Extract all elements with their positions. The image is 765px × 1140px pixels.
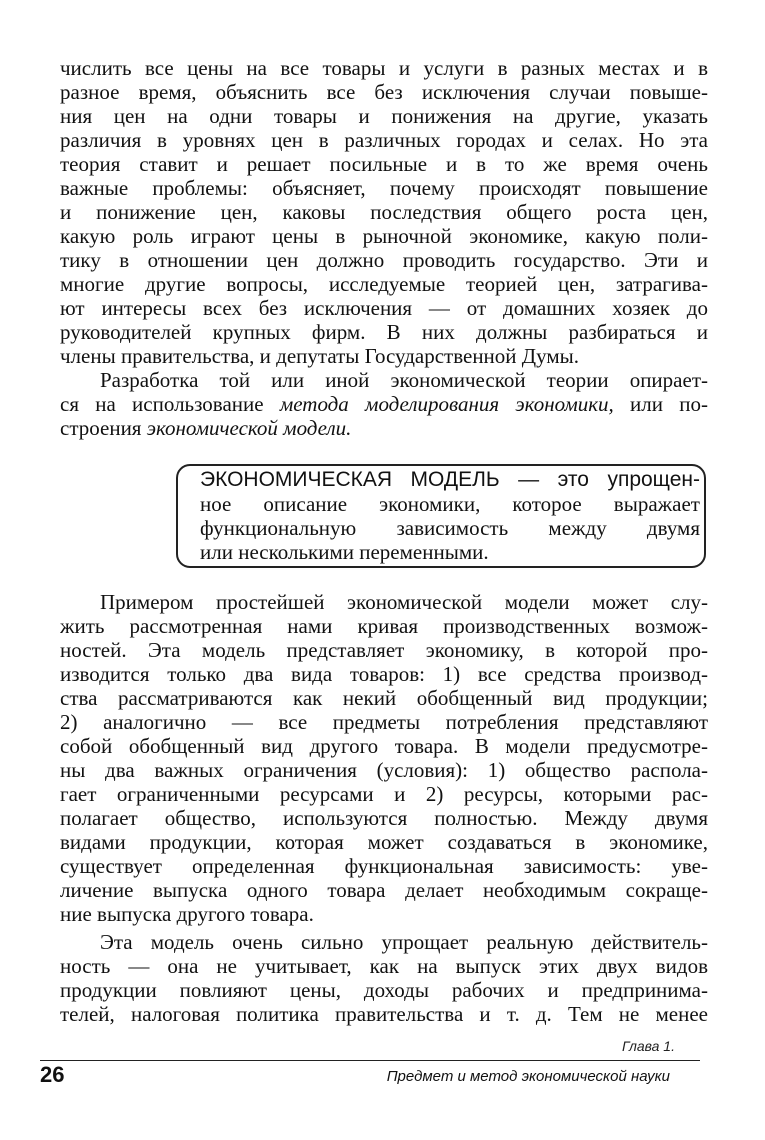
text-line: разное время, объяснить все без исключения случаи повыше- bbox=[60, 80, 708, 104]
definition-line: ЭКОНОМИЧЕСКАЯ МОДЕЛЬ — это упрощен- bbox=[200, 468, 700, 491]
body-text-bottom bbox=[60, 590, 708, 1026]
text-span: или по- bbox=[613, 392, 708, 416]
definition-text bbox=[200, 468, 700, 564]
emphasis-term: экономической модели. bbox=[146, 416, 352, 440]
definition-line: или несколькими переменными. bbox=[200, 540, 489, 564]
body-text-top bbox=[60, 56, 708, 440]
text-line: Примером простейшей экономической модели может слу- bbox=[100, 590, 708, 614]
text-line: ния цен на одни товары и понижения на другие, указать bbox=[60, 104, 708, 128]
text-line: жить рассмотренная нами кривая производственных возмож- bbox=[60, 614, 708, 638]
text-line bbox=[60, 416, 708, 440]
emphasis-term: метода моделирования экономики, bbox=[279, 392, 614, 416]
text-line: видами продукции, которая может создаваться в экономике, bbox=[60, 830, 708, 854]
text-line: члены правительства, и депутаты Государственной Думы. bbox=[60, 344, 579, 368]
text-line: ют интересы всех без исключения — от домашних хозяек до bbox=[60, 296, 708, 320]
text-line bbox=[60, 392, 708, 416]
text-line: полагает общество, используются полностью. Между двумя bbox=[60, 806, 708, 830]
text-line: ностей. Эта модель представляет экономику, в которой про- bbox=[60, 638, 708, 662]
text-line: тику в отношении цен должно проводить государство. Эти и bbox=[60, 248, 708, 272]
text-span: строения bbox=[60, 416, 147, 440]
text-line: ны два важных ограничения (условия): 1) общество распола- bbox=[60, 758, 708, 782]
text-line: ность — она не учитывает, как на выпуск этих двух видов bbox=[60, 954, 708, 978]
text-line: личение выпуска одного товара делает необходимым сокраще- bbox=[60, 878, 708, 902]
text-line: Разработка той или иной экономической теории опирает- bbox=[100, 368, 708, 392]
text-line: теория ставит и решает посильные и в то же время очень bbox=[60, 152, 708, 176]
definition-line: функциональную зависимость между двумя bbox=[200, 516, 700, 540]
text-line: существует определенная функциональная зависимость: уве- bbox=[60, 854, 708, 878]
text-line: и понижение цен, каковы последствия общего роста цен, bbox=[60, 200, 708, 224]
text-line: ние выпуска другого товара. bbox=[60, 902, 314, 926]
text-line: числить все цены на все товары и услуги в разных местах и в bbox=[60, 56, 708, 80]
text-line: изводится только два вида товаров: 1) все средства производ- bbox=[60, 662, 708, 686]
text-line: гает ограниченными ресурсами и 2) ресурсы, которыми рас- bbox=[60, 782, 708, 806]
text-line: собой обобщенный вид другого товара. В модели предусмотре- bbox=[60, 734, 708, 758]
text-line: важные проблемы: объясняет, почему происходят повышение bbox=[60, 176, 708, 200]
page-number: 26 bbox=[40, 1062, 65, 1087]
text-line: телей, налоговая политика правительства и т. д. Тем не менее bbox=[60, 1002, 708, 1026]
footer-chapter-title: Предмет и метод экономической науки bbox=[386, 1068, 670, 1085]
footer-divider bbox=[40, 1060, 700, 1061]
text-line: ства рассматриваются как некий обобщенный вид продукции; bbox=[60, 686, 708, 710]
text-line: различия в уровнях цен в различных городах и селах. Но эта bbox=[60, 128, 708, 152]
text-line: 2) аналогично — все предметы потребления представляют bbox=[60, 710, 708, 734]
text-line: продукции повлияют цены, доходы рабочих и предпринима- bbox=[60, 978, 708, 1002]
definition-line: ное описание экономики, которое выражает bbox=[200, 492, 700, 516]
text-span: ся на использование bbox=[60, 392, 280, 416]
text-line: руководителей крупных фирм. В них должны разбираться и bbox=[60, 320, 708, 344]
text-line: многие другие вопросы, исследуемые теорией цен, затрагива- bbox=[60, 272, 708, 296]
footer-chapter-label: Глава 1. bbox=[621, 1038, 675, 1054]
text-line: какую роль играют цены в рыночной экономике, какую поли- bbox=[60, 224, 708, 248]
text-line: Эта модель очень сильно упрощает реальную действитель- bbox=[100, 930, 708, 954]
